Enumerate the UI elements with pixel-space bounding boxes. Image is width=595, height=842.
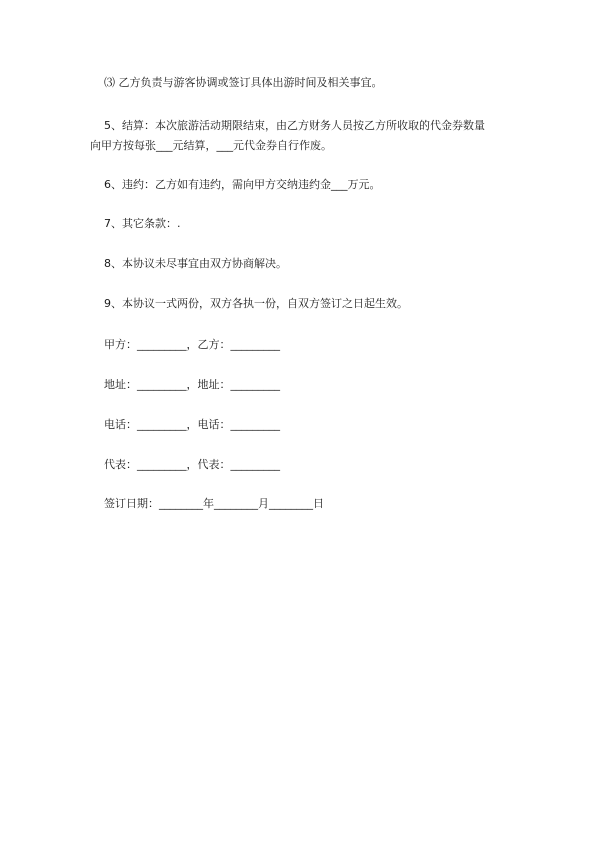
phone-line: 电话：_________，电话：_________ <box>104 418 280 431</box>
clause-8-text: 8、本协议未尽事宜由双方协商解决。 <box>104 257 287 270</box>
signing-date-line: 签订日期：________年________月________日 <box>104 497 324 510</box>
clause-5-text-line2: 向甲方按每张___元结算，___元代金券自行作废。 <box>90 139 332 152</box>
clause-3-text: ⑶ 乙方负责与游客协调或签订具体出游时间及相关事宜。 <box>104 76 383 89</box>
clause-9-text: 9、本协议一式两份，双方各执一份，自双方签订之日起生效。 <box>104 297 408 310</box>
representative-line: 代表：_________，代表：_________ <box>104 458 280 471</box>
clause-7-text: 7、其它条款：. <box>104 217 181 230</box>
clause-5-text-line1: 5、结算：本次旅游活动期限结束，由乙方财务人员按乙方所收取的代金券数量 <box>104 119 485 132</box>
party-signature-line: 甲方：_________，乙方：_________ <box>104 338 280 351</box>
clause-6-text: 6、违约：乙方如有违约，需向甲方交纳违约金___万元。 <box>104 178 381 191</box>
address-line: 地址：_________，地址：_________ <box>104 378 280 391</box>
